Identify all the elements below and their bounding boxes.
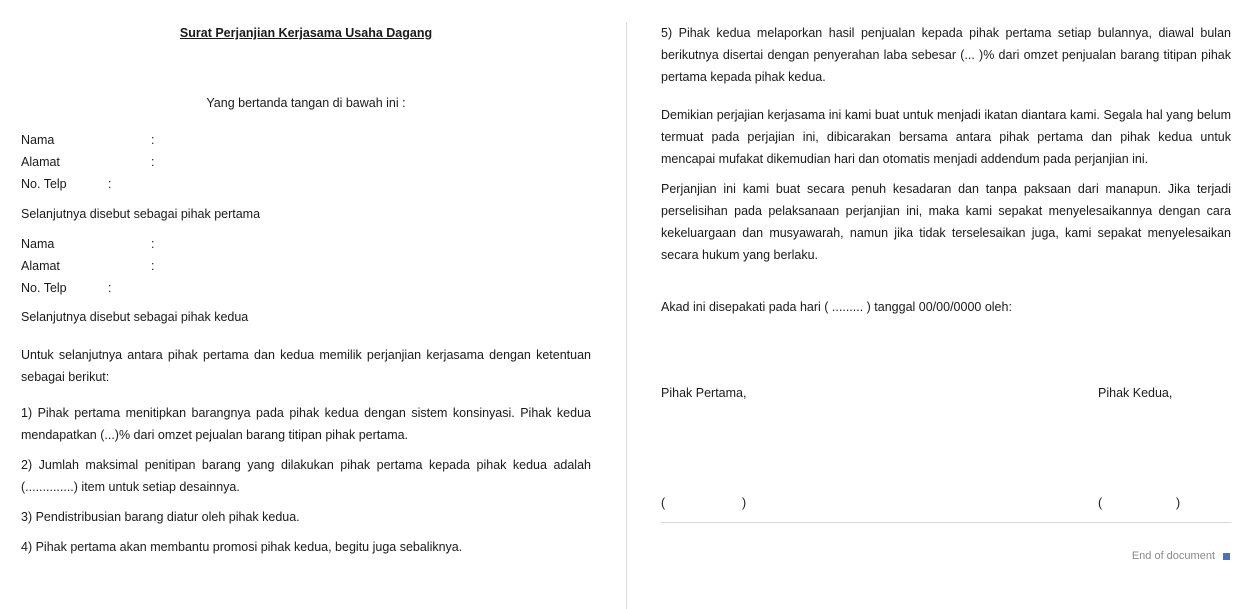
document-title: Surat Perjanjian Kerjasama Usaha Dagang [179, 26, 433, 40]
field-label: Alamat [21, 259, 60, 273]
sign-close-paren-first: ) [742, 496, 747, 510]
field-label: No. Telp [21, 281, 67, 295]
field-colon: : [151, 155, 155, 169]
party1-fields [21, 129, 591, 195]
party2-fields [21, 233, 591, 299]
end-rule [661, 522, 1231, 523]
closing-paragraph-1: Demikian perjajian kerjasama ini kami buat untuk menjadi ikatan diantara kami. Segala hal yang belum termuat pada perjajian ini, dibicarakan bersama antara pihak pertama dan pihak kedua untuk mencapai mufakat dikemudian hari dan otomatis menjadi addendum pada perjanjian ini. [661, 108, 1231, 166]
sign-open-paren-first: ( [661, 496, 666, 510]
party2-name-row [21, 233, 591, 255]
end-of-document-text: End of document [1131, 550, 1215, 562]
end-of-document [1132, 545, 1230, 567]
field-label: Nama [21, 133, 55, 147]
closing-paragraph-2: Perjanjian ini kami buat secara penuh kesadaran dan tanpa paksaan dari manapun. Jika terjadi perselisihan pada pelaksanaan perjanjian ini, maka kami sepakat menyelesaikannya dengan cara kekeluargaan dan musyawarah, namun jika tidak terselesaikan juga, kami sepakat menyelesaikan secara hukum yang berlaku. [661, 182, 1231, 262]
field-label: Nama [21, 237, 55, 251]
sign-label-second-party: Pihak Kedua, [1098, 386, 1173, 400]
field-label: No. Telp [21, 177, 67, 191]
party1-phone-row [21, 173, 591, 195]
field-colon: : [108, 281, 112, 295]
field-colon: : [151, 237, 155, 251]
party1-address-row [21, 151, 591, 173]
clause-3: 3) Pendistribusian barang diatur oleh pihak kedua. [21, 510, 300, 524]
clause-5: 5) Pihak kedua melaporkan hasil penjualan kepada pihak pertama setiap bulannya, diawal bulan berikutnya disertai dengan penyerahan laba sebesar (... )% dari omzet penjualan barang titipan pihak pertama kepada pihak kedua. [661, 26, 1231, 84]
sign-label-first-party: Pihak Pertama, [661, 386, 747, 400]
signature-brackets [661, 492, 1231, 514]
clause-1: 1) Pihak pertama menitipkan barangnya pada pihak kedua dengan sistem konsinyasi. Pihak kedua mendapatkan (...)% dari omzet pejualan barang titipan pihak pertama. [21, 406, 591, 442]
field-colon: : [108, 177, 112, 191]
party1-designation: Selanjutnya disebut sebagai pihak pertama [21, 207, 261, 221]
signature-labels [661, 382, 1231, 404]
party1-name-row [21, 129, 591, 151]
right-page [627, 0, 1250, 609]
agreement-line: Akad ini disepakati pada hari ( ......... ) tanggal 00/00/0000 oleh: [661, 300, 1012, 314]
clause-2: 2) Jumlah maksimal penitipan barang yang dilakukan pihak pertama kepada pihak kedua adalah (..............) item untuk setiap desainnya. [21, 458, 591, 494]
sign-open-paren-second: ( [1098, 496, 1103, 510]
intro-text: Yang bertanda tangan di bawah ini : [206, 96, 406, 110]
field-colon: : [151, 259, 155, 273]
end-marker-icon [1223, 553, 1230, 560]
party2-designation: Selanjutnya disebut sebagai pihak kedua [21, 310, 249, 324]
clause-4: 4) Pihak pertama akan membantu promosi pihak kedua, begitu juga sebaliknya. [21, 540, 463, 554]
field-label: Alamat [21, 155, 60, 169]
field-colon: : [151, 133, 155, 147]
party2-address-row [21, 255, 591, 277]
party2-phone-row [21, 277, 591, 299]
sign-close-paren-second: ) [1176, 496, 1181, 510]
terms-lead: Untuk selanjutnya antara pihak pertama dan kedua memilik perjanjian kerjasama dengan ketentuan sebagai berikut: [21, 348, 591, 384]
